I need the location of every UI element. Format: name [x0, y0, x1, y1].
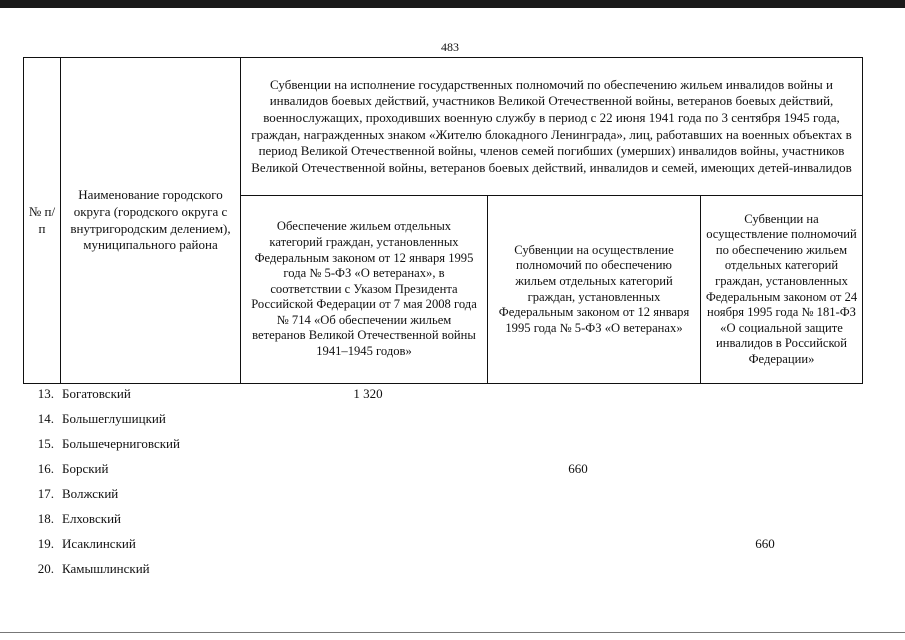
row-name: Исаклинский [62, 536, 136, 551]
row-number: 14. [37, 411, 54, 426]
row-name: Большечерниговский [62, 436, 180, 451]
table-row [0, 507, 905, 531]
row-number: 18. [37, 511, 54, 526]
row-number: 20. [37, 561, 54, 576]
table-row [0, 382, 905, 406]
table-row [0, 407, 905, 431]
row-name: Елховский [62, 511, 121, 526]
row-value-3: 660 [755, 536, 775, 551]
row-number: 13. [37, 386, 54, 401]
table-header [23, 57, 863, 384]
header-group-title: Субвенции на исполнение государственных полномочий по обеспечению жильем инвалидов войны и инвалидов боевых действий, участников Великой Отечественной войны, ветеранов боевых действий, военнослужащих, проходивших военную службу в период с 22 июня 1941 года по 3 сентября 1945 года, граждан, награжденных знаком «Жителю блокадного Ленинграда», лиц, работавших на военных объектах в период Великой Отечественной войны, членов семей погибших (умерших) инвалидов войны, участников Великой Отечественной войны, ветеранов боевых действий, инвалидов и семей, имеющих детей-инвалидов [251, 76, 852, 175]
page-number: 483 [441, 40, 459, 54]
row-name: Волжский [62, 486, 119, 501]
header-sub-col-3: Субвенции на осуществление полномочий по обеспечению жильем отдельных категорий граждан, установленных Федеральным законом от 24 ноября 1995 года № 181-ФЗ «О социальной защите инвалидов в Российской Федерации» [705, 211, 858, 366]
row-number: 19. [37, 536, 54, 551]
top-border [0, 0, 905, 8]
table-row [0, 532, 905, 556]
row-value-2: 660 [568, 461, 588, 476]
header-col-number: № п/п [28, 203, 56, 236]
table-row [0, 432, 905, 456]
table-row [0, 482, 905, 506]
row-name: Борский [62, 461, 109, 476]
header-sub-col-1: Обеспечение жильем отдельных категорий граждан, установленных Федеральным законом от 12 января 1995 года № 5-ФЗ «О ветеранах», в соответствии с Указом Президента Российской Федерации от 7 мая 2008 года № 714 «Об обеспечении жильем ветеранов Великой Отечественной войны 1941–1945 годов» [251, 219, 477, 359]
row-value-1: 1 320 [353, 386, 383, 401]
row-name: Богатовский [62, 386, 131, 401]
table-row [0, 457, 905, 481]
header-sub-col-2: Субвенции на осуществление полномочий по обеспечению жильем отдельных категорий граждан, установленных Федеральным законом от 12 января 1995 года № 5-ФЗ «О ветеранах» [498, 242, 690, 335]
row-number: 15. [37, 436, 54, 451]
header-col-name: Наименование городского округа (городского округа с внутригородским делением), муниципального района [70, 187, 231, 253]
row-number: 17. [37, 486, 54, 501]
row-name: Камышлинский [62, 561, 150, 576]
bottom-border [0, 632, 905, 633]
row-number: 16. [37, 461, 54, 476]
table-row [0, 557, 905, 581]
row-name: Большеглушицкий [62, 411, 166, 426]
